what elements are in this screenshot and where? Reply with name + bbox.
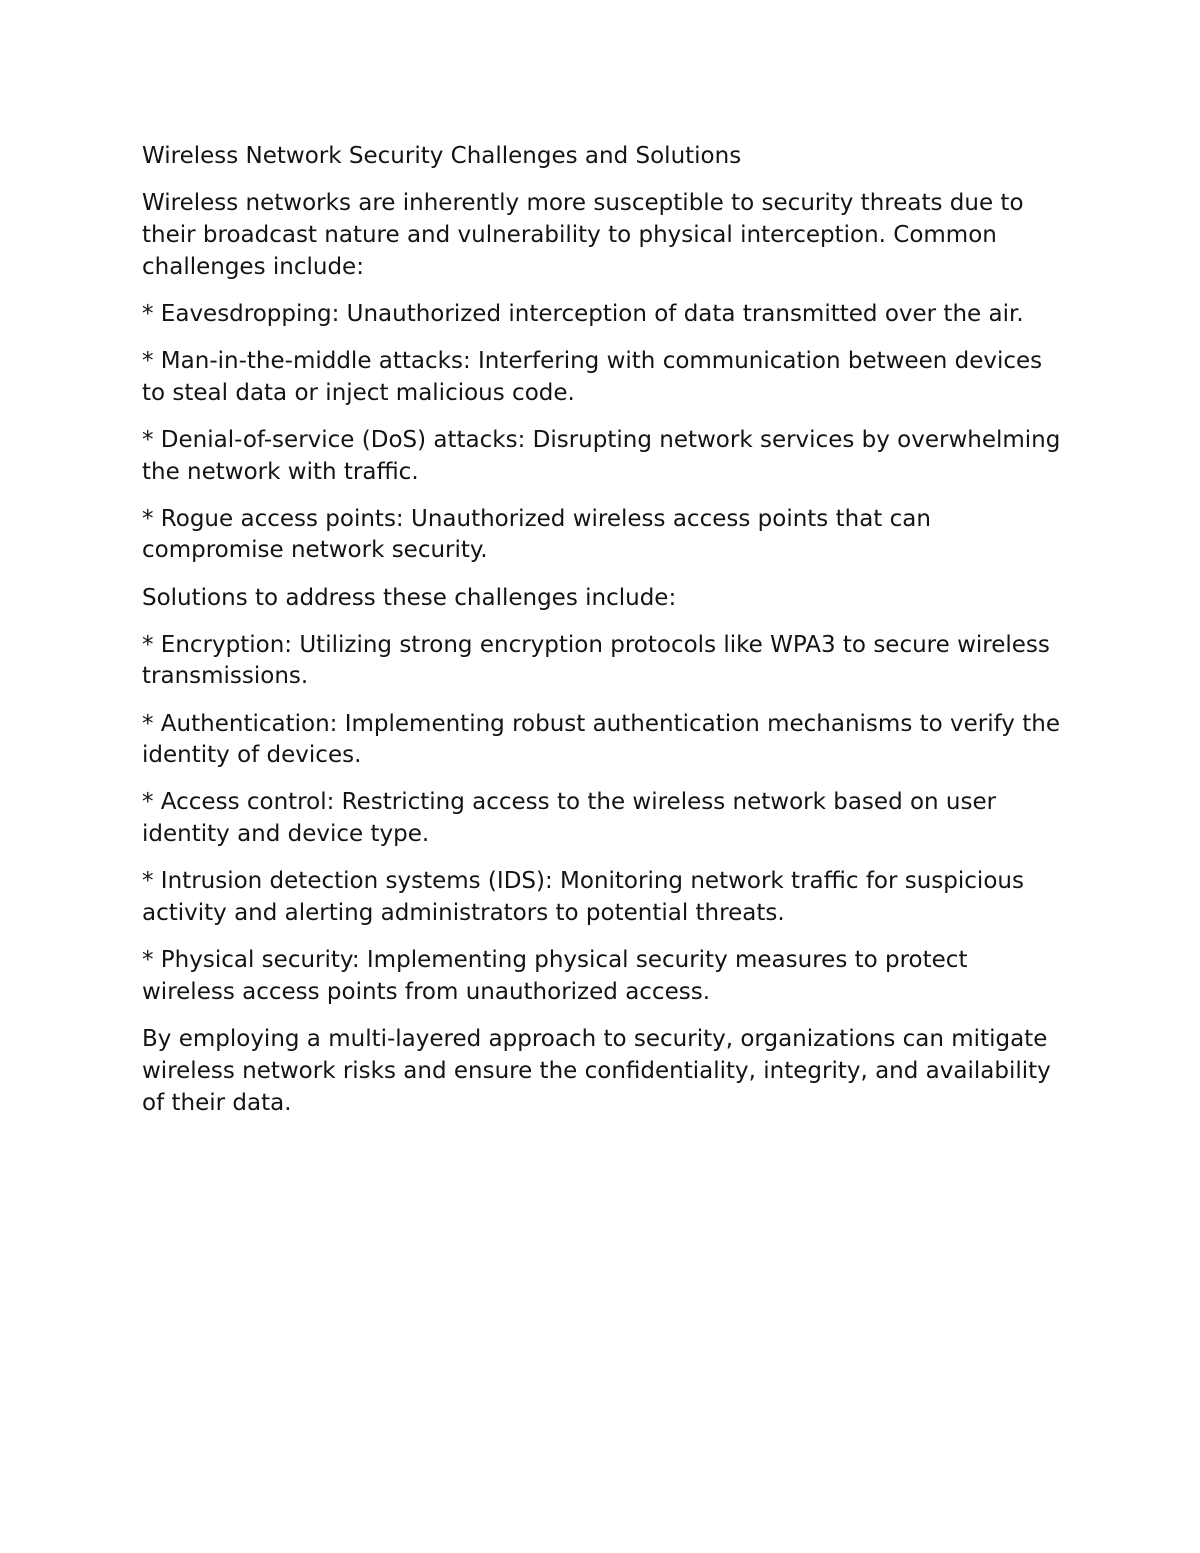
solution-item: * Authentication: Implementing robust authentication mechanisms to verify the identity of devices. bbox=[142, 710, 1060, 769]
solution-item: * Encryption: Utilizing strong encryption protocols like WPA3 to secure wireless transmissions. bbox=[142, 631, 1050, 690]
intro-paragraph: Wireless networks are inherently more susceptible to security threats due to their broadcast nature and vulnerability to physical interception. Common challenges include: bbox=[142, 190, 1024, 280]
challenge-item: * Eavesdropping: Unauthorized interception of data transmitted over the air. bbox=[142, 300, 1024, 327]
document-title: Wireless Network Security Challenges and Solutions bbox=[142, 143, 742, 169]
solution-item: * Intrusion detection systems (IDS): Monitoring network traffic for suspicious activity and alerting administrators to potential threats. bbox=[142, 868, 1024, 927]
document-body bbox=[142, 141, 1062, 1135]
conclusion-paragraph: By employing a multi-layered approach to security, organizations can mitigate wireless network risks and ensure the confidentiality, integrity, and availability of their data. bbox=[142, 1026, 1051, 1116]
solutions-intro-paragraph: Solutions to address these challenges include: bbox=[142, 584, 677, 611]
challenge-item: * Rogue access points: Unauthorized wireless access points that can compromise network security. bbox=[142, 505, 931, 564]
challenge-item: * Denial-of-service (DoS) attacks: Disrupting network services by overwhelming the network with traffic. bbox=[142, 426, 1061, 485]
challenge-item: * Man-in-the-middle attacks: Interfering with communication between devices to steal data or inject malicious code. bbox=[142, 347, 1043, 406]
solution-item: * Physical security: Implementing physical security measures to protect wireless access points from unauthorized access. bbox=[142, 947, 968, 1005]
solution-item: * Access control: Restricting access to the wireless network based on user identity and device type. bbox=[142, 789, 997, 848]
